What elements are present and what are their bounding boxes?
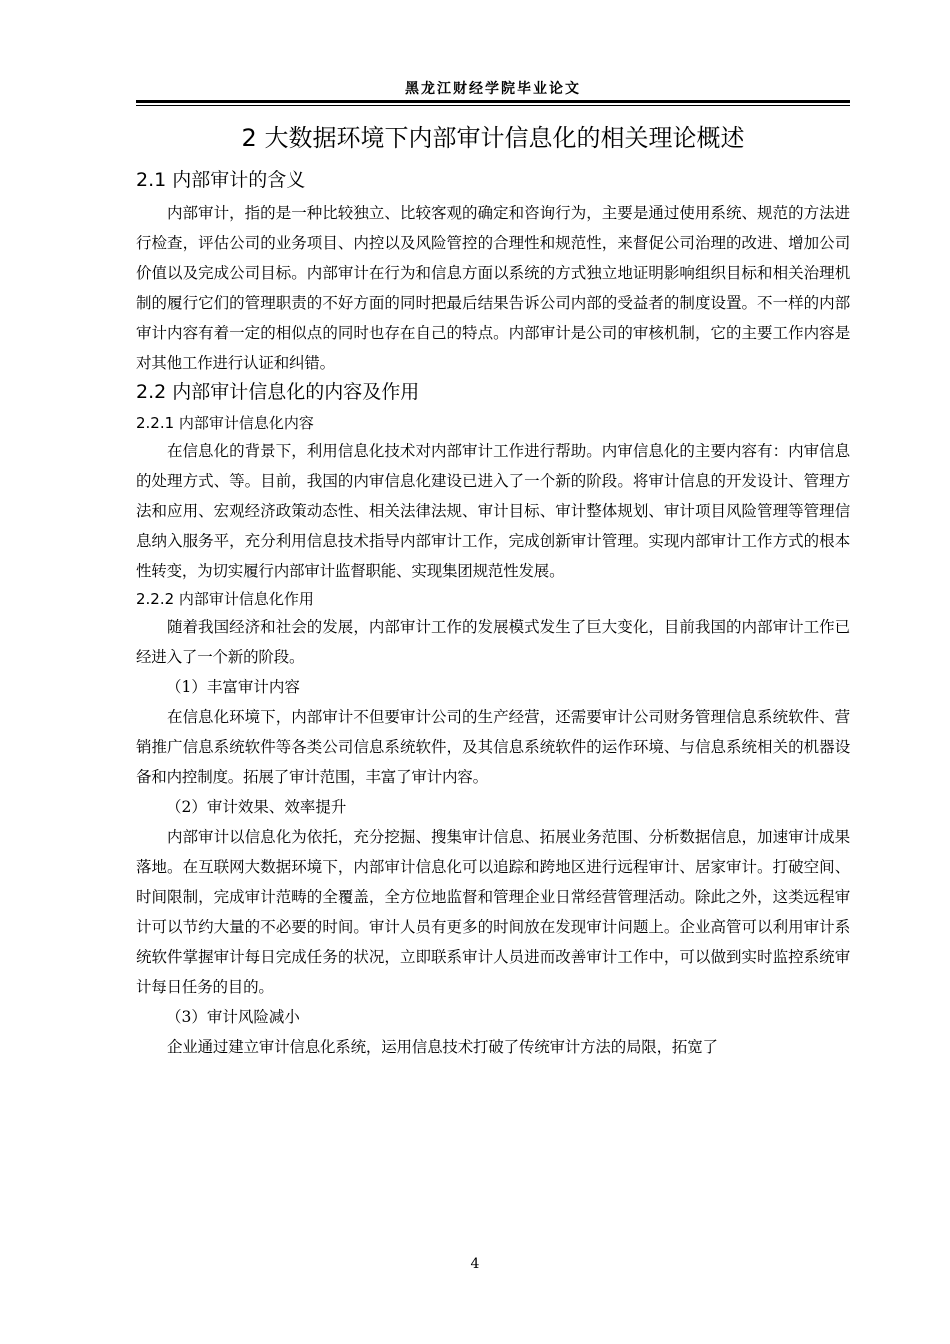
subsection-heading: 2.2.2 内部审计信息化作用 (136, 590, 314, 608)
section-heading: 2.2 内部审计信息化的内容及作用 (136, 381, 420, 403)
body-paragraph: 内部审计以信息化为依托，充分挖掘、搜集审计信息、拓展业务范围、分析数据信息，加速审计成果落地。在互联网大数据环境下，内部审计信息化可以追踪和跨地区进行远程审计、居家审计。打破空间、时间限制，完成审计范畴的全覆盖，全方位地监督和管理企业日常经营管理活动。除此之外，这类远程审计可以节约大量的不必要的时间。审计人员有更多的时间放在发现审计问题上。企业高管可以利用审计系统软件掌握审计每日完成任务的状况，立即联系审计人员进而改善审计工作中，可以做到实时监控系统审计每日任务的目的。 (136, 828, 850, 996)
body-paragraph: 随着我国经济和社会的发展，内部审计工作的发展模式发生了巨大变化，目前我国的内部审计工作已经进入了一个新的阶段。 (136, 618, 850, 666)
body-paragraph: 在信息化的背景下，利用信息化技术对内部审计工作进行帮助。内审信息化的主要内容有：内审信息的处理方式、等。目前，我国的内审信息化建设已进入了一个新的阶段。将审计信息的开发设计、管理方法和应用、宏观经济政策动态性、相关法律法规、审计目标、审计整体规划、审计项目风险管理等管理信息纳入服务平，充分利用信息技术指导内部审计工作，完成创新审计管理。实现内部审计工作方式的根本性转变，为切实履行内部审计监督职能、实现集团规范性发展。 (136, 442, 850, 580)
chapter-title: 2 大数据环境下内部审计信息化的相关理论概述 (241, 124, 745, 152)
body-paragraph: 内部审计，指的是一种比较独立、比较客观的确定和咨询行为，主要是通过使用系统、规范的方法进行检查，评估公司的业务项目、内控以及风险管控的合理性和规范性，来督促公司治理的改进、增加公司价值以及完成公司目标。内部审计在行为和信息方面以系统的方式独立地证明影响组织目标和相关治理机制的履行它们的管理职责的不好方面的同时把最后结果告诉公司内部的受益者的制度设置。不一样的内部审计内容有着一定的相似点的同时也存在自己的特点。内部审计是公司的审核机制，它的主要工作内容是对其他工作进行认证和纠错。 (136, 204, 850, 372)
subsection-heading: 2.2.1 内部审计信息化内容 (136, 414, 314, 432)
header-rule-thick (136, 100, 850, 103)
running-header: 黑龙江财经学院毕业论文 (405, 81, 581, 97)
list-item-label: （3）审计风险减小 (166, 1008, 300, 1026)
body-paragraph: 企业通过建立审计信息化系统，运用信息技术打破了传统审计方法的局限，拓宽了 (167, 1038, 718, 1056)
header-rule-thin (136, 105, 850, 106)
section-heading: 2.1 内部审计的含义 (136, 169, 306, 191)
body-paragraph: 在信息化环境下，内部审计不但要审计公司的生产经营，还需要审计公司财务管理信息系统软件、营销推广信息系统软件等各类公司信息系统软件，及其信息系统软件的运作环境、与信息系统相关的机器设备和内控制度。拓展了审计范围，丰富了审计内容。 (136, 708, 850, 786)
page-number: 4 (470, 1256, 480, 1272)
list-item-label: （1）丰富审计内容 (166, 678, 300, 696)
list-item-label: （2）审计效果、效率提升 (166, 798, 347, 816)
page-body (136, 120, 850, 1062)
